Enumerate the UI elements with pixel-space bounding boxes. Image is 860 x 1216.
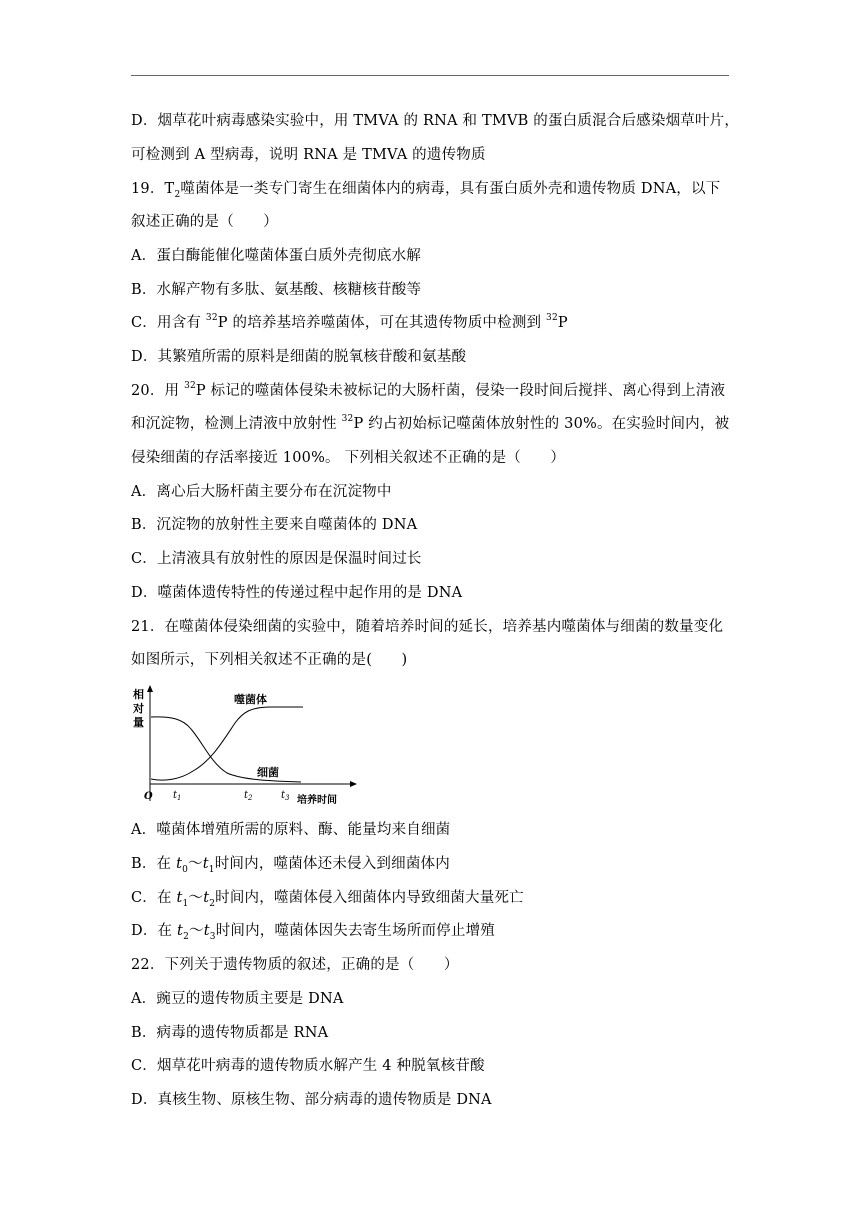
q19-stem-post: 噬菌体是一类专门寄生在细菌体内的病毒，具有蛋白质外壳和遗传物质 DNA，以下 — [180, 181, 721, 197]
y-axis-arrow — [147, 685, 153, 692]
q20-stem-l2-sup: 32 — [341, 414, 354, 425]
q21-option-b-sep: ～ — [188, 856, 203, 872]
q19-stem-pre: 19．T — [131, 181, 175, 197]
q21-option-d-pre: D．在 — [131, 923, 178, 939]
bacteria-label: 细菌 — [257, 766, 279, 779]
t3-sub: 3 — [285, 794, 290, 802]
q22-option-d: D．真核生物、原核生物、部分病毒的遗传物质是 DNA — [131, 1092, 492, 1108]
q21-stem-line1: 21．在噬菌体侵染细菌的实验中，随着培养时间的延长，培养基内噬菌体与细菌的数量变化 — [131, 619, 724, 635]
y-label-2: 对 — [133, 702, 144, 715]
q21-option-b-mid: 时间内，噬菌体还未侵入到细菌体内 — [214, 856, 450, 872]
phage-label: 噬菌体 — [234, 693, 267, 706]
q22-option-c: C．烟草花叶病毒的遗传物质水解产生 4 种脱氧核苷酸 — [131, 1058, 485, 1074]
q21-option-b-t-a: t — [176, 856, 183, 872]
q21-option-c — [131, 888, 524, 908]
q22-option-a: A．豌豆的遗传物质主要是 DNA — [131, 991, 344, 1007]
q21-option-c-sep: ～ — [188, 890, 204, 906]
origin-label: O — [144, 791, 153, 802]
q21-option-b-sub-a: 0 — [182, 864, 189, 875]
q20-option-c: C．上清液具有放射性的原因是保温时间过长 — [131, 551, 422, 567]
q20-stem-sup: 32 — [184, 381, 196, 392]
q19-option-b: B．水解产物有多肽、氨基酸、核糖核苷酸等 — [131, 282, 422, 298]
q20-stem-line3: 侵染细菌的存活率接近 100%。 下列相关叙述不正确的是（ ） — [131, 450, 566, 466]
q21-option-d-t-a: t — [177, 923, 184, 939]
q19-stem-line2: 叙述正确的是（ ） — [131, 214, 278, 230]
q21-option-b-t-b: t — [202, 856, 209, 872]
header-rule — [131, 75, 729, 76]
q18-option-d-line2: 可检测到 A 型病毒，说明 RNA 是 TMVA 的遗传物质 — [131, 147, 486, 163]
q21-option-d-sub-b: 3 — [209, 931, 216, 942]
y-label-3: 量 — [133, 716, 144, 729]
q20-option-b: B．沉淀物的放射性主要来自噬菌体的 DNA — [131, 517, 418, 533]
q21-option-d-t-b: t — [203, 923, 210, 939]
q21-option-c-t-b: t — [203, 890, 210, 906]
t2-label — [244, 790, 253, 802]
x-axis-arrow — [350, 781, 357, 787]
t1-letter: t — [173, 790, 178, 801]
q20-stem-l2-pre: 和沉淀物，检测上清液中放射性 — [131, 416, 342, 432]
q21-figure — [131, 683, 361, 809]
q21-option-b — [131, 854, 450, 874]
q21-option-c-sub-a: 1 — [182, 898, 189, 909]
q19-stem-line1 — [131, 179, 720, 199]
q19-option-c-pre: C．用含有 — [131, 315, 206, 331]
q19-option-d: D．其繁殖所需的原料是细菌的脱氧核苷酸和氨基酸 — [131, 349, 467, 365]
q20-stem-pre: 20．用 — [131, 383, 185, 399]
q21-option-c-t-a: t — [176, 890, 183, 906]
q21-option-c-mid: 时间内，噬菌体侵入细菌体内导致细菌大量死亡 — [215, 890, 524, 906]
q20-stem-line1 — [131, 381, 725, 401]
q19-stem-sub: 2 — [174, 189, 181, 200]
q20-option-d: D．噬菌体遗传特性的传递过程中起作用的是 DNA — [131, 585, 463, 601]
q20-stem-l2-post: P 约占初始标记噬菌体放射性的 30%。在实验时间内，被 — [353, 416, 730, 432]
q22-option-b: B．病毒的遗传物质都是 RNA — [131, 1025, 329, 1041]
q21-option-d — [131, 921, 495, 941]
q21-option-a: A．噬菌体增殖所需的原料、酶、能量均来自细菌 — [131, 822, 451, 838]
t2-letter: t — [244, 790, 249, 801]
q21-option-b-pre: B．在 — [131, 856, 177, 872]
q21-stem-line2: 如图所示，下列相关叙述不正确的是( ) — [131, 652, 408, 668]
q20-stem-post: P 标记的噬菌体侵染未被标记的大肠杆菌，侵染一段时间后搅拌、离心得到上清液 — [195, 383, 726, 399]
q21-option-d-mid: 时间内，噬菌体因失去寄生场所而停止增殖 — [215, 923, 495, 939]
q21-option-d-sub-a: 2 — [183, 931, 190, 942]
q18-option-d-line1: D．烟草花叶病毒感染实验中，用 TMVA 的 RNA 和 TMVB 的蛋白质混合后感染烟草叶片， — [131, 113, 740, 129]
q19-option-c-sup2: 32 — [546, 313, 558, 324]
q19-option-c-post: P — [557, 315, 568, 331]
q20-option-a: A．离心后大肠杆菌主要分布在沉淀物中 — [131, 484, 392, 500]
q19-option-c — [131, 313, 568, 333]
t2-sub: 2 — [248, 794, 253, 802]
t1-label — [173, 790, 182, 802]
q21-graph — [131, 683, 361, 809]
q19-option-c-sup1: 32 — [205, 313, 218, 324]
q21-option-c-pre: C．在 — [131, 890, 177, 906]
q21-option-c-sub-b: 2 — [209, 898, 216, 909]
x-label: 培养时间 — [297, 795, 337, 806]
q22-stem: 22．下列关于遗传物质的叙述，正确的是（ ） — [131, 957, 459, 973]
q21-option-b-sub-b: 1 — [208, 864, 215, 875]
q21-option-d-sep: ～ — [189, 923, 204, 939]
y-label-1: 相 — [133, 688, 144, 701]
q19-option-a: A．蛋白酶能催化噬菌体蛋白质外壳彻底水解 — [131, 248, 421, 264]
q19-option-c-mid: P 的培养基培养噬菌体，可在其遗传物质中检测到 — [217, 315, 547, 331]
t1-sub: 1 — [177, 794, 182, 802]
q20-stem-line2 — [131, 414, 729, 434]
t3-label — [281, 790, 290, 802]
t3-letter: t — [281, 790, 286, 801]
